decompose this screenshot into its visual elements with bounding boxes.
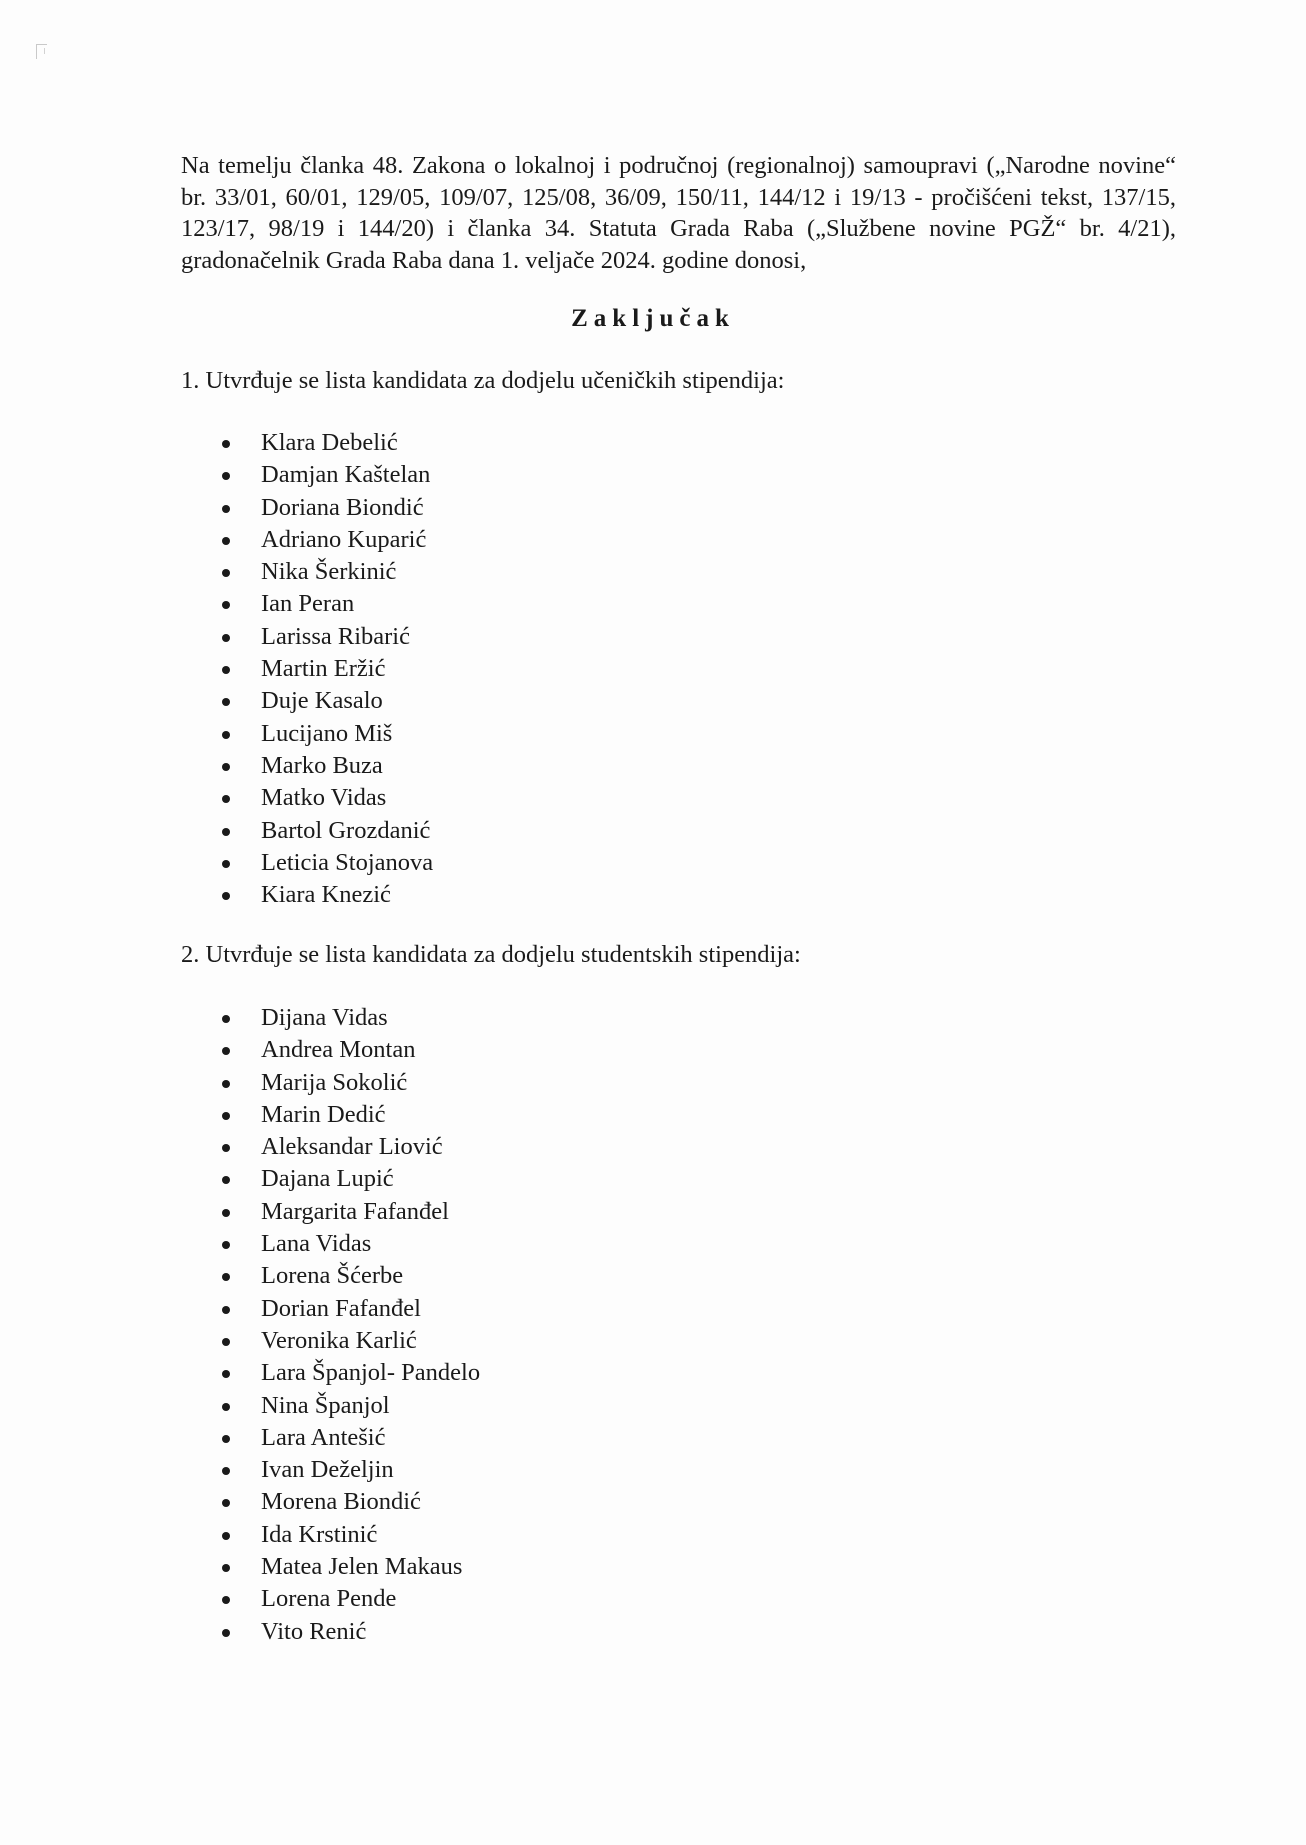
list-item [222, 621, 433, 653]
list-item [222, 685, 433, 717]
list-item [222, 1131, 480, 1163]
list-item [222, 847, 433, 879]
bullet-icon [222, 1306, 230, 1314]
list-item-label: Nika Šerkinić [261, 558, 397, 586]
list-item [222, 1099, 480, 1131]
list-item [222, 879, 433, 911]
bullet-icon [222, 892, 230, 900]
list-item-label: Lana Vidas [261, 1230, 372, 1258]
bullet-icon [222, 1532, 230, 1540]
bullet-icon [222, 828, 230, 836]
bullet-icon [222, 634, 230, 642]
list-item-label: Bartol Grozdanić [261, 816, 431, 844]
list-item [222, 1519, 480, 1551]
list-item [222, 750, 433, 782]
list-item [222, 653, 433, 685]
list-item-label: Marko Buza [261, 751, 383, 779]
list-item-label: Marija Sokolić [261, 1068, 408, 1096]
list-item [222, 1034, 480, 1066]
bullet-icon [222, 537, 230, 545]
university-scholarship-list [222, 1002, 480, 1648]
list-item-label: Damjan Kaštelan [261, 461, 431, 489]
list-item-label: Martin Eržić [261, 655, 386, 683]
bullet-icon [222, 1629, 230, 1637]
list-item [222, 1228, 480, 1260]
bullet-icon [222, 569, 230, 577]
bullet-icon [222, 763, 230, 771]
section-1-heading: 1. Utvrđuje se lista kandidata za dodjelu učeničkih stipendija: [181, 367, 785, 394]
list-item-label: Klara Debelić [261, 429, 398, 456]
list-item [222, 1163, 480, 1195]
list-item [222, 1067, 480, 1099]
list-item-label: Matea Jelen Makaus [261, 1553, 463, 1581]
list-item [222, 1325, 480, 1357]
list-item [222, 1002, 480, 1034]
list-item [222, 1390, 480, 1422]
bullet-icon [222, 1241, 230, 1249]
list-item [222, 556, 433, 588]
bullet-icon [222, 1047, 230, 1055]
student-scholarship-list [222, 427, 433, 911]
list-item-label: Aleksandar Liović [261, 1133, 443, 1161]
list-item [222, 588, 433, 620]
bullet-icon [222, 860, 230, 868]
bullet-icon [222, 440, 230, 448]
document-title: Zaključak [571, 305, 735, 332]
section-2-heading: 2. Utvrđuje se lista kandidata za dodjelu studentskih stipendija: [181, 941, 801, 968]
bullet-icon [222, 601, 230, 609]
list-item-label: Marin Dedić [261, 1100, 386, 1128]
list-item [222, 459, 433, 491]
bullet-icon [222, 1596, 230, 1604]
list-item [222, 1583, 480, 1615]
bullet-icon [222, 1564, 230, 1572]
bullet-icon [222, 1435, 230, 1443]
list-item-label: Lorena Pende [261, 1585, 397, 1613]
list-item [222, 1422, 480, 1454]
bullet-icon [222, 1080, 230, 1088]
list-item-label: Veronika Karlić [261, 1326, 417, 1354]
bullet-icon [222, 1176, 230, 1184]
scan-artifact-mark [36, 44, 47, 59]
list-item-label: Lara Antešić [261, 1423, 386, 1451]
bullet-icon [222, 472, 230, 480]
bullet-icon [222, 666, 230, 674]
list-item-label: Leticia Stojanova [261, 848, 434, 876]
list-item [222, 1551, 480, 1583]
list-item-label: Larissa Ribarić [261, 622, 410, 650]
list-item [222, 524, 433, 556]
list-item [222, 815, 433, 847]
list-item [222, 427, 433, 459]
bullet-icon [222, 505, 230, 513]
list-item-label: Kiara Knezić [261, 881, 391, 909]
list-item-label: Dajana Lupić [261, 1165, 394, 1193]
list-item-label: Ian Peran [261, 590, 355, 618]
list-item [222, 1293, 480, 1325]
list-item-label: Vito Renić [261, 1617, 367, 1645]
bullet-icon [222, 1467, 230, 1475]
list-item [222, 1260, 480, 1292]
list-item-label: Nina Španjol [261, 1391, 390, 1419]
list-item-label: Lorena Šćerbe [261, 1262, 404, 1290]
list-item-label: Matko Vidas [261, 784, 387, 812]
list-item-label: Lara Španjol- Pandelo [261, 1359, 481, 1387]
list-item-label: Duje Kasalo [261, 687, 383, 715]
intro-paragraph: Na temelju članka 48. Zakona o lokalnoj i područnoj (regionalnoj) samoupravi („Narodne novine“ br. 33/01, 60/01, 129/05, 109/07, 125/08, 36/09, 150/11, 144/12 i 19/13 - pročišćeni tekst, 137/15, 123/17, 98/19 i 144/20) i članka 34. Statuta Grada Raba („Službene novine PGŽ“ br. 4/21), gradonačelnik Grada Raba dana 1. veljače 2024. godine donosi, [181, 152, 1176, 274]
bullet-icon [222, 1112, 230, 1120]
list-item-label: Ivan Deželjin [261, 1456, 394, 1484]
bullet-icon [222, 1370, 230, 1378]
bullet-icon [222, 1144, 230, 1152]
list-item [222, 1486, 480, 1518]
bullet-icon [222, 1403, 230, 1411]
list-item-label: Lucijano Miš [261, 719, 393, 747]
list-item-label: Adriano Kuparić [261, 525, 427, 553]
list-item [222, 1357, 480, 1389]
list-item [222, 782, 433, 814]
list-item-label: Dijana Vidas [261, 1004, 388, 1031]
bullet-icon [222, 731, 230, 739]
bullet-icon [222, 795, 230, 803]
list-item [222, 492, 433, 524]
bullet-icon [222, 1499, 230, 1507]
bullet-icon [222, 1209, 230, 1217]
list-item [222, 1616, 480, 1648]
list-item-label: Andrea Montan [261, 1036, 416, 1064]
bullet-icon [222, 1015, 230, 1023]
bullet-icon [222, 1273, 230, 1281]
list-item-label: Doriana Biondić [261, 493, 424, 521]
bullet-icon [222, 698, 230, 706]
list-item-label: Margarita Fafanđel [261, 1197, 449, 1225]
list-item [222, 718, 433, 750]
bullet-icon [222, 1338, 230, 1346]
list-item-label: Morena Biondić [261, 1488, 421, 1516]
list-item-label: Dorian Fafanđel [261, 1294, 421, 1322]
list-item [222, 1454, 480, 1486]
list-item-label: Ida Krstinić [261, 1520, 378, 1548]
list-item [222, 1196, 480, 1228]
